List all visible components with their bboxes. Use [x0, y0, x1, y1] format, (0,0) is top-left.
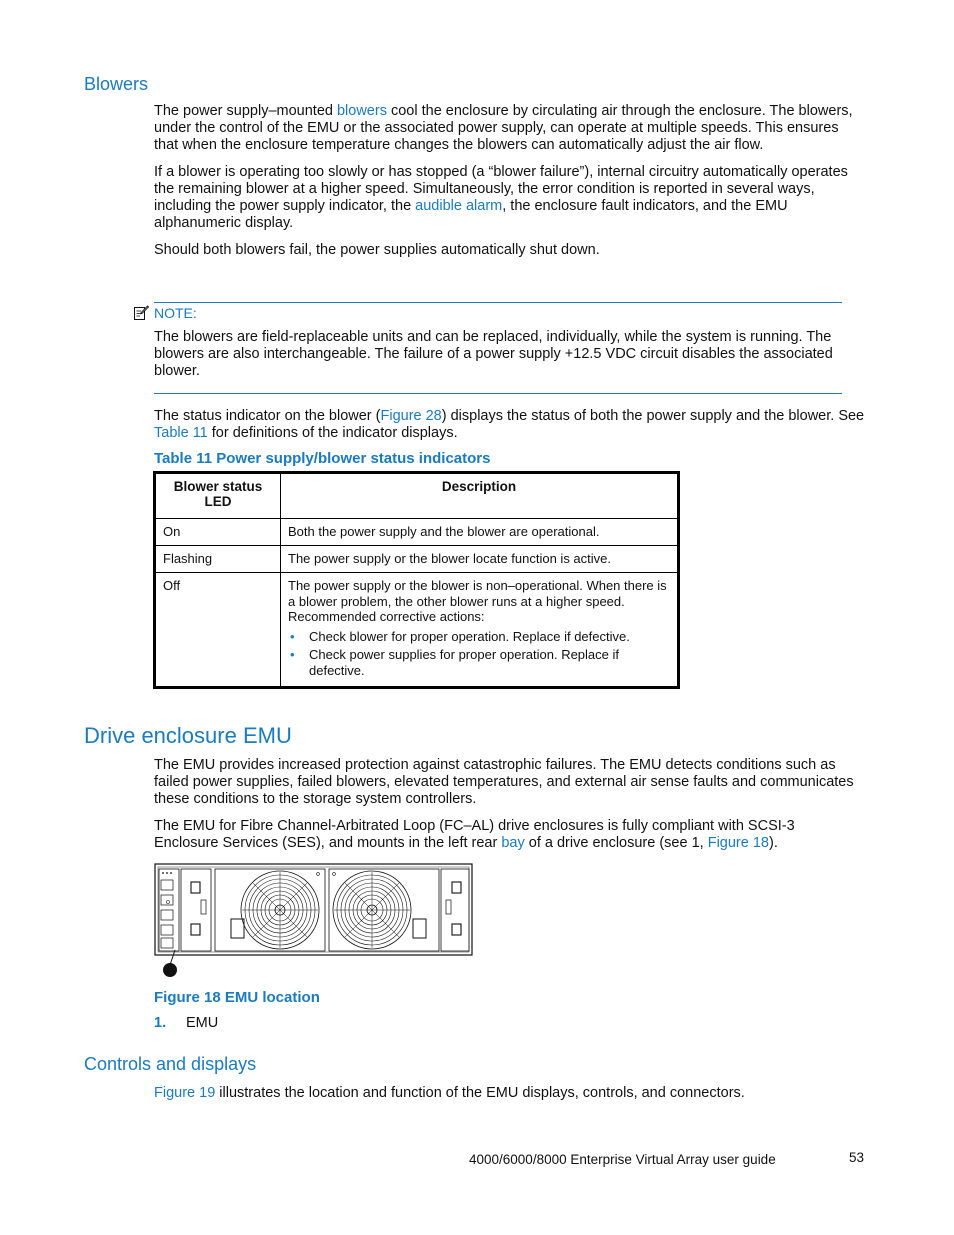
table-cell: Off	[155, 573, 281, 688]
table-row	[155, 573, 679, 688]
blowers-body	[154, 103, 859, 269]
table-row	[155, 546, 679, 573]
cross-reference-link[interactable]: audible alarm	[415, 198, 503, 214]
off-description: The power supply or the blower is non–operational. When there is a blower problem, the other blower runs at a higher speed. Recommended corrective actions:	[288, 578, 667, 624]
table-cell: Both the power supply and the blower are operational.	[281, 519, 679, 546]
cross-reference-link[interactable]: Table 11	[154, 425, 208, 441]
note-pencil-icon	[133, 305, 149, 321]
column-header-led: Blower status LED	[155, 473, 281, 519]
table-cell: Flashing	[155, 546, 281, 573]
emu-location-figure	[153, 862, 475, 982]
table-cell	[281, 573, 679, 688]
section-heading-emu: Drive enclosure EMU	[84, 723, 292, 748]
figure-legend-number: 1.	[154, 1015, 167, 1031]
table-cell: On	[155, 519, 281, 546]
cross-reference-link[interactable]: Figure 19	[154, 1085, 216, 1101]
emu-paragraph-1: The EMU provides increased protection against catastrophic failures. The EMU detects conditions such as failed power supplies, failed blowers, elevated temperatures, and external air sense faults and communicates these conditions to the storage system controllers.	[154, 757, 854, 807]
corrective-actions-list	[288, 629, 670, 679]
cross-reference-link[interactable]: Figure 18	[707, 835, 769, 851]
note-bottom-rule	[154, 393, 842, 394]
list-item: • Check blower for proper operation. Replace if defective.	[288, 629, 670, 645]
emu-body	[154, 757, 859, 862]
section-heading-controls: Controls and displays	[84, 1054, 257, 1074]
list-item: • Check power supplies for proper operation. Replace if defective.	[288, 647, 670, 678]
page-number: 53	[849, 1150, 865, 1165]
cross-reference-link[interactable]: Figure 28	[380, 408, 442, 424]
status-table	[153, 471, 680, 689]
footer-title: 4000/6000/8000 Enterprise Virtual Array user guide	[469, 1152, 776, 1167]
note-label: NOTE:	[154, 305, 197, 321]
status-table-wrapper	[153, 471, 680, 689]
emu-paragraph-2: The EMU for Fibre Channel-Arbitrated Loop (FC–AL) drive enclosures is fully compliant with SCSI-3 Enclosure Services (SES), and mounts in the left rear bay of a drive enclosure (see 1, Figure 18).	[154, 818, 795, 851]
section-heading-blowers: Blowers	[84, 74, 149, 94]
table-caption: Table 11 Power supply/blower status indicators	[154, 450, 491, 467]
table-header-row	[155, 473, 679, 519]
figure-caption: Figure 18 EMU location	[154, 989, 320, 1006]
figure-legend-text: EMU	[186, 1015, 219, 1031]
cross-reference-link[interactable]: blowers	[336, 103, 387, 119]
blowers-paragraph-1: The power supply–mounted blowers cool the enclosure by circulating air through the enclosure. The blowers, under the control of the EMU or the associated power supply, can operate at multiple speeds. This ensures that when the enclosure temperature changes the blowers can automatically adjust the air flow.	[154, 103, 853, 153]
table-cell: The power supply or the blower locate function is active.	[281, 546, 679, 573]
table-row	[155, 519, 679, 546]
blowers-paragraph-2: If a blower is operating too slowly or has stopped (a “blower failure”), internal circuitry automatically operates the remaining blower at a higher speed. Simultaneously, the error condition is reported in several ways, including the power supply indicator, the audible alarm, the enclosure fault indicators, and the EMU alphanumeric display.	[154, 164, 848, 231]
cross-reference-link[interactable]: bay	[501, 835, 525, 851]
controls-paragraph: Figure 19 illustrates the location and function of the EMU displays, controls, and connectors.	[154, 1085, 745, 1101]
status-paragraph: The status indicator on the blower (Figure 28) displays the status of both the power supply and the blower. See Table 11 for definitions of the indicator displays.	[154, 408, 865, 441]
column-header-description: Description	[281, 473, 679, 519]
blowers-paragraph-3: Should both blowers fail, the power supplies automatically shut down.	[154, 242, 600, 258]
note-text: The blowers are field-replaceable units and can be replaced, individually, while the system is running. The blowers are also interchangeable. The failure of a power supply +12.5 VDC circuit disables the associated blower.	[154, 329, 833, 379]
note-top-rule	[154, 302, 842, 303]
